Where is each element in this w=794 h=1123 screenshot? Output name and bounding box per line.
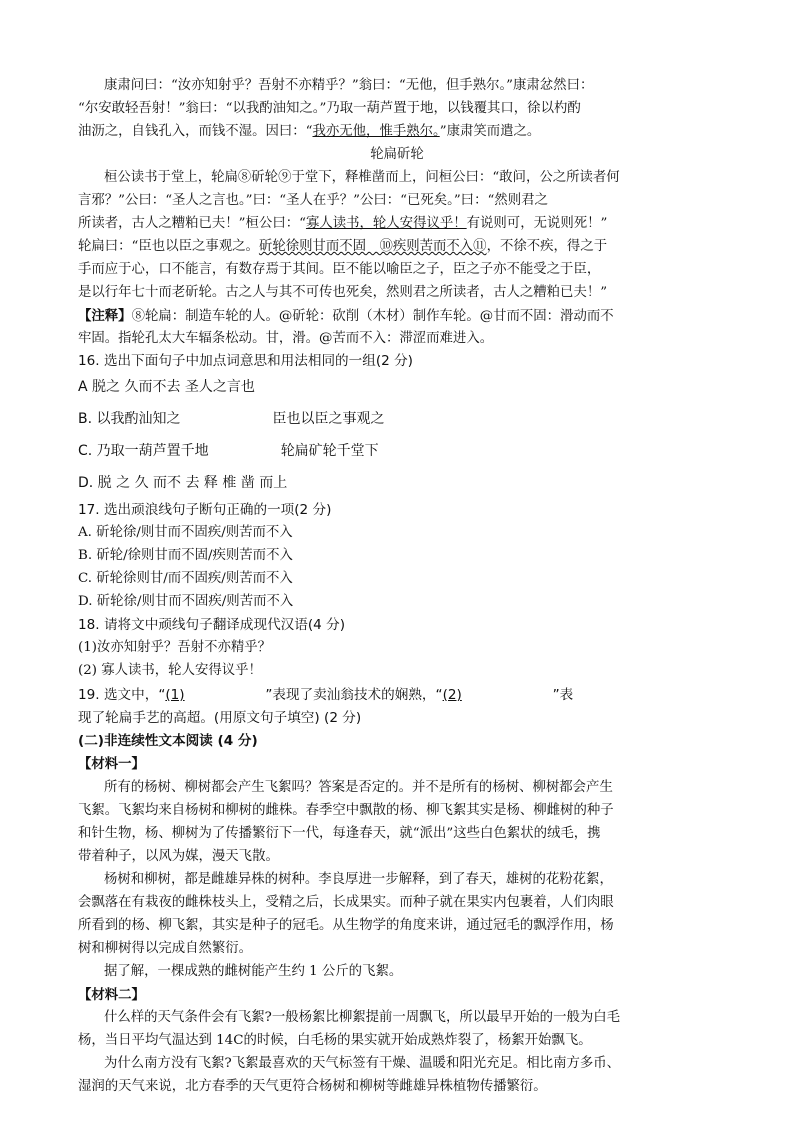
passage2-line: 是以行年七十而老斫轮。古之人与其不可传也死矣，然则君之所读者，古人之糟粕已夫！” bbox=[78, 285, 608, 300]
wavy-underlined-sentence: 斫轮徐则甘而不固 ⑩疾则苦而不入⑪ bbox=[258, 239, 487, 254]
option-c: C. 斫轮徐则甘/而不固疾/则苦而不入 bbox=[78, 571, 293, 586]
material-line: 所有的杨树、柳树都会产生飞絮吗？答案是否定的。并不是所有的杨树、柳树都会产生 bbox=[104, 780, 613, 795]
option-b-right: 臣也以臣之事观之 bbox=[272, 411, 385, 427]
material-label: 【材料二】 bbox=[78, 987, 145, 1003]
question-19-line: 现了轮扁手艺的高超。(用原文句子填空) (2 分) bbox=[78, 710, 362, 726]
text-segment: 轮扁曰：“臣也以臣之事观之。 bbox=[78, 239, 259, 254]
material-label: 【材料一】 bbox=[78, 756, 145, 772]
answer-blank-2[interactable]: (2) bbox=[442, 687, 462, 703]
text-segment: ”表 bbox=[552, 687, 574, 703]
material-line: 据了解，一棵成熟的雌树能产生约 1 公斤的飞絮。 bbox=[104, 964, 403, 979]
passage2-line: 言邪？”公曰：“圣人之言也。”曰：“圣人在乎？”公曰：“已死矣。”曰：“然则君之 bbox=[78, 193, 548, 208]
material-line: 和针生物，杨、柳树为了传播繁衍下一代，每逢春天，就“派出”这些白色絮状的绒毛，携 bbox=[78, 826, 601, 841]
material-line: 为什么南方没有飞絮?飞絮最喜欢的天气标签有干燥、温暖和阳光充足。相比南方多币、 bbox=[104, 1056, 621, 1071]
underlined-sentence: 寡人读书，轮人安得议乎！ bbox=[305, 216, 467, 231]
annotation-label: 【注释】 bbox=[78, 308, 132, 324]
annotation-line: 牢固。指轮孔太大车辐条松动。甘，滑。@苦而不入：滞涩而难进入。 bbox=[78, 331, 494, 346]
passage2-line bbox=[78, 239, 718, 255]
text-segment: ，不徐不疾，得之于 bbox=[486, 239, 608, 254]
material-line: 杨树和柳树，都是雌雄异株的树种。李良厚进一步解释，到了春天，雄树的花粉花絮， bbox=[104, 872, 613, 887]
question-18-item: (2) 寡人读书，轮人安得议乎！ bbox=[78, 663, 262, 678]
option-b: B. 斫轮/徐则甘而不固/疾则苦而不入 bbox=[78, 548, 293, 563]
option-d: D. 脱 之 久 而不 去 释 椎 凿 而上 bbox=[78, 475, 288, 491]
question-18-item: (1)汝亦知射乎？吾射不亦精乎？ bbox=[78, 640, 272, 655]
passage2-title: 轮扁斫轮 bbox=[370, 147, 424, 162]
passage2-line: 桓公读书于堂上，轮扁⑧斫轮⑨于堂下，释椎凿而上，问桓公曰：“敢问，公之所读者何 bbox=[104, 170, 620, 185]
option-c-left: C. 乃取一葫芦置千地 bbox=[78, 443, 209, 459]
passage1-line: 康肃问曰：“汝亦知射乎？吾射不亦精乎？”翁曰：“无他，但手熟尔。”康肃忿然曰： bbox=[104, 78, 594, 93]
question-18-stem: 18. 请将文中顽线句子翻译成现代汉语(4 分) bbox=[78, 617, 346, 633]
option-d: D. 斫轮徐/则甘而不固疾/则苦而不入 bbox=[78, 594, 294, 609]
text-segment: 所读者，古人之糟粕已夫！”桓公曰：“ bbox=[78, 216, 306, 231]
material-line: 带着种子，以风为媒，漫天飞散。 bbox=[78, 849, 279, 864]
text-segment: 有说则可，无说则死！” bbox=[466, 216, 608, 231]
text-segment: ”康肃笑而遣之。 bbox=[439, 124, 541, 139]
passage1-line bbox=[78, 124, 718, 140]
material-line: 杨，当日平均气温达到 14C的时候，白毛杨的果实就开始成熟炸裂了，杨絮开始飘飞。 bbox=[78, 1033, 592, 1048]
material-line: 飞絮。飞絮均来自杨树和柳树的雌株。春季空中飘散的杨、柳飞絮其实是杨、柳雌树的种子 bbox=[78, 803, 614, 818]
annotation-line bbox=[78, 308, 718, 325]
option-b-left: B. 以我酌汕知之 bbox=[78, 411, 181, 427]
option-a: A. 斫轮徐/则甘而不固疾/则苦而不入 bbox=[78, 525, 293, 540]
passage2-line: 手而应于心，口不能言，有数存焉于其间。臣不能以喻臣之子，臣之子亦不能受之于臣， bbox=[78, 262, 601, 277]
passage2-line bbox=[78, 216, 718, 232]
underlined-sentence: 我亦无他，惟手熟尔。 bbox=[312, 124, 440, 139]
option-b bbox=[78, 411, 718, 427]
material-line: 所看到的杨、柳飞絮，其实是种子的冠毛。从生物学的角度来讲，通过冠毛的飘浮作用，杨 bbox=[78, 918, 614, 933]
question-19-stem bbox=[78, 687, 718, 703]
question-16-stem: 16. 选出下面句子中加点词意思和用法相同的一组(2 分) bbox=[78, 353, 413, 369]
text-segment: ⑧轮扁：制造车轮的人。@斫轮：砍削（木材）制作车轮。@甘而不固：滑动而不 bbox=[131, 309, 614, 324]
option-c bbox=[78, 443, 718, 459]
passage1-line: “尔安敢轻吾射！”翁曰：“以我酌油知之。”乃取一葫芦置于地，以钱覆其口，徐以杓酌 bbox=[78, 101, 581, 116]
question-17-stem: 17. 选出顽浪线句子断句正确的一项(2 分) bbox=[78, 502, 332, 518]
material-line: 湿润的天气来说，北方春季的天气更符合杨树和柳树等雌雄异株植物传播繁衍。 bbox=[78, 1079, 547, 1094]
material-line: 树和柳树得以完成自然繁衍。 bbox=[78, 941, 253, 956]
text-segment: ”表现了卖汕翁技术的娴熟，“ bbox=[265, 687, 443, 703]
material-line: 什么样的天气条件会有飞絮?一般杨絮比柳絮提前一周飘飞，所以最早开始的一般为白毛 bbox=[104, 1010, 621, 1025]
text-segment: 19. 选文中，“ bbox=[78, 687, 166, 703]
option-a: A 脱之 久而不去 圣人之言也 bbox=[78, 379, 255, 395]
option-c-right: 轮扁矿轮千堂下 bbox=[280, 443, 379, 459]
answer-blank-1[interactable]: (1) bbox=[165, 687, 185, 703]
section-heading: (二)非连续性文本阅读 (4 分) bbox=[78, 733, 258, 749]
text-segment: 油沥之，自钱孔入，而钱不湿。因曰：“ bbox=[78, 124, 313, 139]
material-line: 会飘落在有栽夜的雌株枝头上，受精之后，长成果实。而种子就在果实内包裹着，人们肉眼 bbox=[78, 895, 614, 910]
